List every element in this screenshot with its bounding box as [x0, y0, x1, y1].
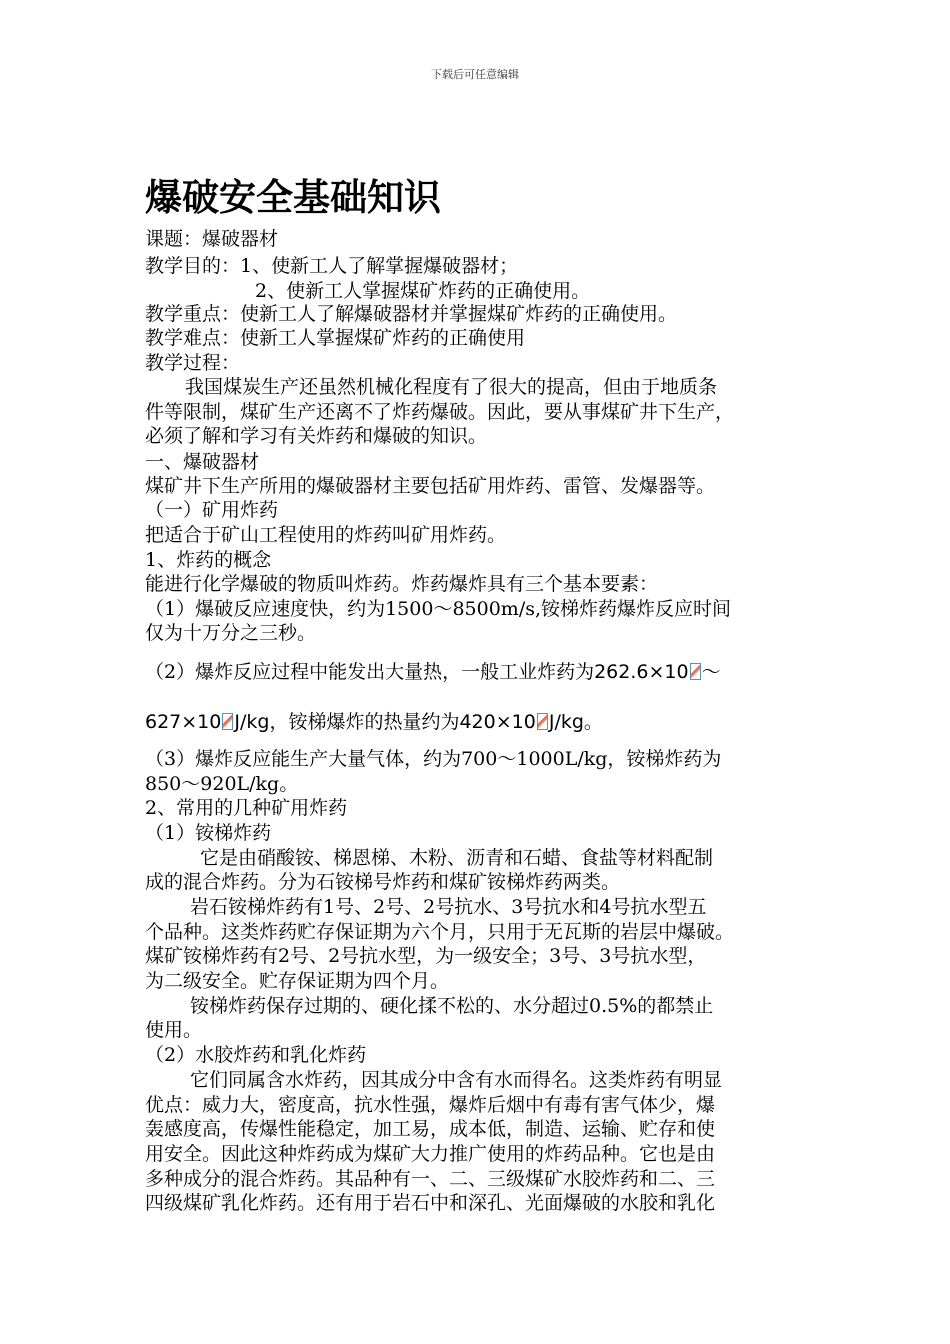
broken-image-icon [690, 663, 701, 680]
paragraph-line: 它是由硝酸铵、梯恩梯、木粉、沥青和石蜡、食盐等材料配制 [200, 847, 714, 869]
page-header-note: 下载后可任意编辑 [431, 68, 519, 81]
item-heading: 2、常用的几种矿用炸药 [145, 797, 348, 819]
process-heading: 教学过程： [145, 352, 241, 374]
paragraph-line: 多种成分的混合炸药。其品种有一、二、三级煤矿水胶炸药和二、三 [145, 1168, 716, 1190]
objective-line-1: 教学目的：1、使新工人了解掌握爆破器材； [145, 255, 519, 277]
paragraph-line: 件等限制，煤矿生产还离不了炸药爆破。因此，要从事煤矿井下生产， [145, 401, 735, 423]
paragraph-line: 使用。 [145, 1019, 203, 1041]
section-heading: 一、爆破器材 [145, 451, 260, 473]
heat-line-1 [145, 660, 721, 684]
heat-unit: J/kg， [234, 711, 289, 733]
paragraph-line: 850～920L/kg。 [145, 773, 299, 795]
heat-value: 627×10 [145, 711, 222, 733]
paragraph-line: 仅为十万分之三秒。 [145, 622, 317, 644]
paragraph-line: 轰感度高，传爆性能稳定，加工易，成本低，制造、运输、贮存和使 [145, 1118, 716, 1140]
paragraph-line: 铵梯炸药保存过期的、硬化揉不松的、水分超过0.5%的都禁止 [190, 995, 714, 1017]
paragraph-line: 个品种。这类炸药贮存保证期为六个月，只用于无瓦斯的岩层中爆破。 [145, 921, 735, 943]
key-point-line: 教学重点：使新工人了解爆破器材并掌握煤矿炸药的正确使用。 [145, 303, 678, 325]
heat-value: 262.6×10 [594, 661, 689, 683]
item-heading: （1）铵梯炸药 [145, 822, 272, 844]
paragraph-line: 它们同属含水炸药，因其成分中含有水而得名。这类炸药有明显 [190, 1069, 723, 1091]
heat-text: （2）爆炸反应过程中能发出大量热，一般工业炸药为 [145, 661, 595, 683]
paragraph-line: 煤矿铵梯炸药有2号、2号抗水型，为一级安全；3号、3号抗水型， [145, 945, 707, 967]
heat-value: 420×10 [459, 711, 536, 733]
document-title: 爆破安全基础知识 [145, 176, 441, 219]
difficulty-line: 教学难点：使新工人掌握煤矿炸药的正确使用 [145, 327, 526, 349]
paragraph-line: 能进行化学爆破的物质叫炸药。炸药爆炸具有三个基本要素： [145, 573, 659, 595]
heat-tilde: ～ [701, 661, 721, 683]
broken-image-icon [537, 713, 548, 730]
paragraph-line: 成的混合炸药。分为石铵梯号炸药和煤矿铵梯炸药两类。 [145, 871, 621, 893]
paragraph-line: 把适合于矿山工程使用的炸药叫矿用炸药。 [145, 524, 507, 546]
item-heading: 1、炸药的概念 [145, 549, 272, 571]
paragraph-line: 我国煤炭生产还虽然机械化程度有了很大的提高，但由于地质条 [185, 376, 718, 398]
heat-text: 铵梯爆炸的热量约为 [288, 711, 460, 733]
heat-unit: J/kg。 [548, 711, 603, 733]
paragraph-line: 用安全。因此这种炸药成为煤矿大力推广使用的炸药品种。它也是由 [145, 1143, 716, 1165]
paragraph-line: 岩石铵梯炸药有1号、2号、2号抗水、3号抗水和4号抗水型五 [190, 896, 707, 918]
objective-line-2: 2、使新工人掌握煤矿炸药的正确使用。 [255, 280, 591, 302]
paragraph-line: 为二级安全。贮存保证期为四个月。 [145, 970, 450, 992]
paragraph-line: 必须了解和学习有关炸药和爆破的知识。 [145, 425, 488, 447]
paragraph-line: 四级煤矿乳化炸药。还有用于岩石中和深孔、光面爆破的水胶和乳化 [145, 1192, 716, 1214]
paragraph-line: （1）爆破反应速度快，约为1500～8500m/s,铵梯炸药爆炸反应时间 [145, 598, 732, 620]
topic-line: 课题：爆破器材 [145, 228, 279, 250]
paragraph-line: （3）爆炸反应能生产大量气体，约为700～1000L/kg，铵梯炸药为 [145, 748, 722, 770]
heat-line-2 [145, 710, 603, 734]
paragraph-line: 优点：威力大，密度高，抗水性强，爆炸后烟中有毒有害气体少，爆 [145, 1094, 716, 1116]
subsection-heading: （一）矿用炸药 [145, 499, 279, 521]
broken-image-icon [222, 713, 233, 730]
item-heading: （2）水胶炸药和乳化炸药 [145, 1044, 367, 1066]
paragraph-line: 煤矿井下生产所用的爆破器材主要包括矿用炸药、雷管、发爆器等。 [145, 475, 716, 497]
